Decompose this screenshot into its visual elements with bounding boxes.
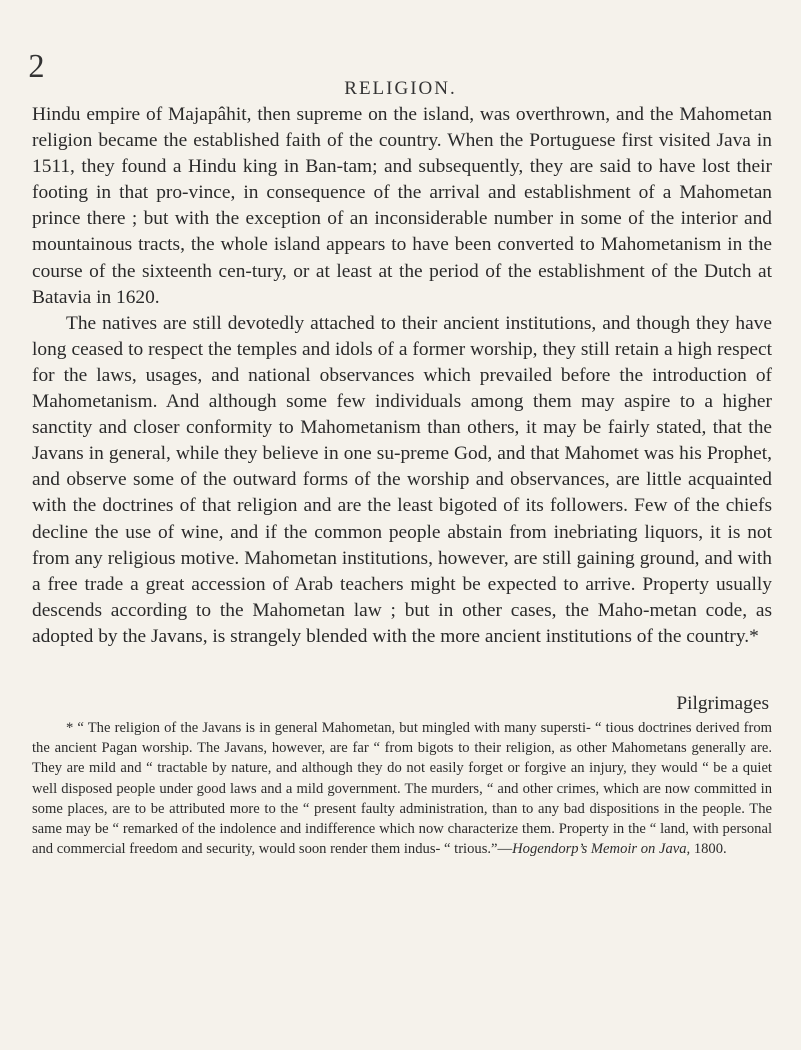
paragraph-1: Hindu empire of Majapâhit, then supreme on the island, was overthrown, and the Mahometan religion became the established faith of the country. When the Portuguese first visited Java in 1511, they found a Hindu king in Ban-tam; and subsequently, they are said to have lost their footing in that pro-vince, in consequence of the arrival and establishment of a Mahometan prince there ; but with the exception of an inconsiderable number in some of the interior and mountainous tracts, the whole island appears to have been converted to Mahometanism in the course of the sixteenth cen-tury, or at least at the period of the establishment of the Dutch at Batavia in 1620. bbox=[32, 104, 772, 308]
footnote-year: 1800. bbox=[690, 841, 727, 858]
body-text bbox=[32, 102, 772, 650]
paragraph-2: The natives are still devotedly attached to their ancient institutions, and though they have long ceased to respect the temples and idols of a former worship, they still retain a high respect for the laws, usages, and national observances which prevailed before the introduction of Mahometanism. And although some few individuals among them may aspire to a higher sanctity and closer conformity to Mahometanism than others, it may be fairly stated, that the Javans in general, while they believe in one su-preme God, and that Mahomet was his Prophet, and observe some of the outward forms of the worship and observances, are little acquainted with the doctrines of that religion and are the least bigoted of its followers. Few of the chiefs decline the use of wine, and if the common people abstain from inebriating liquors, it is not from any religious motive. Mahometan institutions, however, are still gaining ground, and with a free trade a great accession of Arab teachers might be expected to arrive. Property usually descends according to the Mahometan law ; but in other cases, the Maho-metan code, as adopted by the Javans, is strangely blended with the more ancient institutions of the country.* bbox=[32, 312, 772, 647]
page-number: 2 bbox=[28, 48, 45, 85]
footnote-source: Hogendorp’s Memoir on Java, bbox=[512, 841, 691, 858]
catchword: Pilgrimages bbox=[676, 693, 769, 714]
footnote-text: * “ The religion of the Javans is in general Mahometan, but mingled with many supersti- “ tious doctrines derived from the ancient Pagan worship. The Javans, however, are far “ from bigots to their religion, as other Mahometans generally are. They are mild and “ tractable by nature, and although they do not easily forget or forgive an injury, they would “ be a quiet well disposed people under good laws and a mild government. The murders, “ and other crimes, which are now committed in some places, are to be attributed more to the “ present faulty administration, than to any bad dispositions in the people. The same may be “ remarked of the indolence and indifference which now characterize them. Property in the “ land, with personal and commercial freedom and security, would soon render them indus- “ trious.”— bbox=[32, 720, 772, 858]
footnote bbox=[32, 718, 772, 859]
running-head: RELIGION. bbox=[344, 78, 457, 99]
